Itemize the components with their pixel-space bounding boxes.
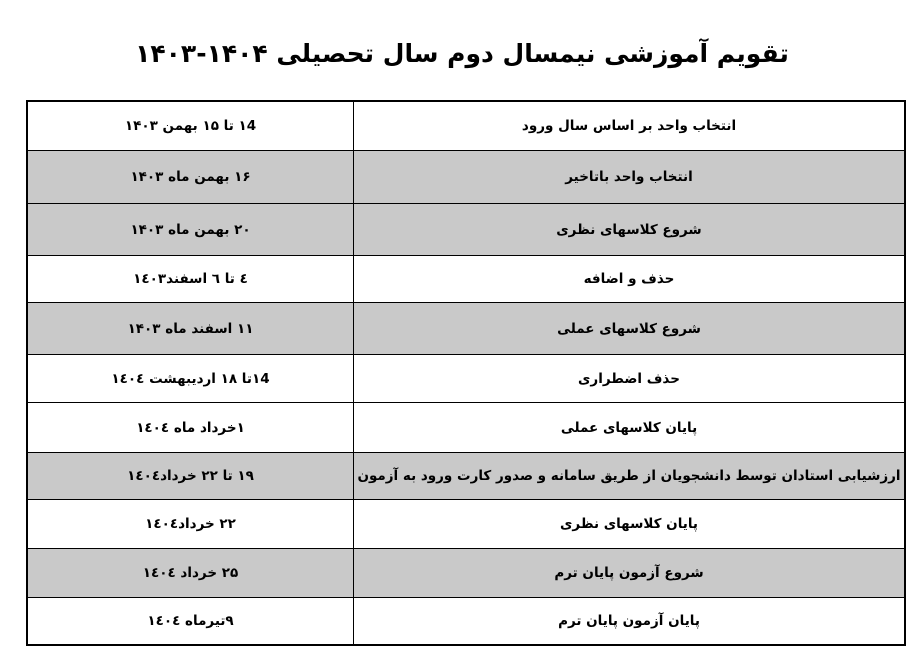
event-cell: ارزشیابی استادان توسط دانشجویان از طریق سامانه و صدور کارت ورود به آزمون [357,468,901,484]
event-cell: شروع آزمون پایان ترم [554,565,704,581]
table-row [28,549,904,598]
event-cell: پایان کلاسهای نظری [560,516,698,532]
table-row [28,102,904,151]
date-cell: ۲۵ خرداد ۱٤٠٤ [28,549,354,597]
table-row [28,303,904,355]
event-cell: شروع کلاسهای نظری [556,221,702,238]
date-cell: ۹تیرماه ۱٤٠٤ [28,598,354,644]
event-cell: پایان کلاسهای عملی [560,419,698,436]
table-row [28,256,904,303]
date-cell: ۱۹ تا ۲۲ خرداد۱٤٠٤ [28,453,354,499]
table-row [28,598,904,644]
academic-calendar-table [26,100,906,646]
page-title: تقویم آموزشی نیمسال دوم سال تحصیلی ۱۴۰۴-۱۴۰۳ [135,39,789,68]
date-cell: ۱۱ اسفند ماه ۱۴۰۳ [28,303,354,354]
table-row [28,403,904,453]
date-cell: ۱4 تا ۱۵ بهمن ۱۴۰۳ [28,102,354,150]
date-cell: ۱4تا ۱۸ اردیبهشت ۱٤٠٤ [28,355,354,402]
date-cell: ۲۲ خرداد۱٤٠٤ [28,500,354,548]
table-row [28,151,904,204]
event-cell: حذف و اضافه [583,271,675,287]
date-cell: ۲۰ بهمن ماه ۱۴۰۳ [28,204,354,255]
table-row [28,204,904,256]
date-cell: ۱۶ بهمن ماه ۱۴۰۳ [28,151,354,203]
table-row [28,500,904,549]
event-cell: پایان آزمون پایان ترم [558,613,700,629]
event-cell: شروع کلاسهای عملی [557,320,701,337]
event-cell: حذف اضطراری [578,370,680,387]
table-row [28,453,904,500]
date-cell: ٤ تا ٦ اسفند۱٤٠۳ [28,256,354,302]
table-row [28,355,904,403]
date-cell: ۱خرداد ماه ۱٤٠٤ [28,403,354,452]
event-cell: انتخاب واحد بر اساس سال ورود [521,118,737,134]
event-cell: انتخاب واحد باتاخیر [565,169,693,185]
